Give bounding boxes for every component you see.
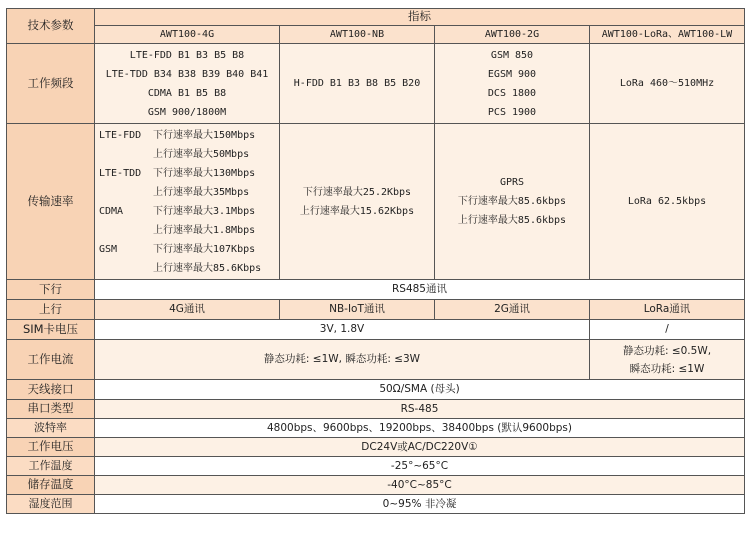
down-value: RS485通讯 xyxy=(95,280,745,300)
row-temp xyxy=(7,457,745,476)
rate-4g-key xyxy=(99,221,151,240)
row-up xyxy=(7,300,745,320)
storage-value: -40°C~85°C xyxy=(95,476,745,495)
label-sim: SIM卡电压 xyxy=(7,320,95,340)
label-up: 上行 xyxy=(7,300,95,320)
row-storage xyxy=(7,476,745,495)
model-row xyxy=(7,26,745,44)
rate-4g-value: 下行速率最大3.1Mbps xyxy=(153,205,256,217)
rate-4g-value: 上行速率最大35Mbps xyxy=(153,186,250,198)
spec-table xyxy=(6,8,745,514)
label-storage: 储存温度 xyxy=(7,476,95,495)
row-voltage xyxy=(7,438,745,457)
band-2g-line: DCS 1800 xyxy=(487,87,537,99)
model-lora: AWT100-LoRa、AWT100-LW xyxy=(590,26,745,44)
header-param: 技术参数 xyxy=(7,9,95,44)
rate-lora: LoRa 62.5kbps xyxy=(590,124,745,280)
band-2g xyxy=(435,44,590,124)
band-4g-line: LTE-FDD B1 B3 B5 B8 xyxy=(129,49,245,61)
rate-2g-line: 下行速率最大85.6kbps xyxy=(457,196,567,207)
baud-value: 4800bps、9600bps、19200bps、38400bps (默认9600bps) xyxy=(95,419,745,438)
header-row xyxy=(7,9,745,26)
row-down xyxy=(7,280,745,300)
header-index: 指标 xyxy=(95,9,745,26)
sim-lora: / xyxy=(590,320,745,340)
rate-4g-key: GSM xyxy=(99,243,118,255)
temp-value: -25°~65°C xyxy=(95,457,745,476)
rate-4g-key xyxy=(99,259,151,278)
voltage-value: DC24V或AC/DC220V① xyxy=(95,438,745,457)
label-current: 工作电流 xyxy=(7,340,95,380)
label-antenna: 天线接口 xyxy=(7,380,95,400)
rate-4g-key xyxy=(99,145,151,164)
rate-2g-line: GPRS xyxy=(499,177,525,188)
rate-4g-value: 上行速率最大50Mbps xyxy=(153,148,250,160)
rate-nb-line: 下行速率最大25.2Kbps xyxy=(302,186,412,198)
rate-4g-value: 上行速率最大1.8Mbps xyxy=(153,224,256,236)
current-lora-line: 瞬态功耗: ≤1W xyxy=(629,362,705,375)
rate-2g xyxy=(435,124,590,280)
antenna-value: 50Ω/SMA (母头) xyxy=(95,380,745,400)
rate-nb-line: 上行速率最大15.62Kbps xyxy=(299,205,415,217)
label-humidity: 湿度范围 xyxy=(7,495,95,514)
label-down: 下行 xyxy=(7,280,95,300)
label-band: 工作频段 xyxy=(7,44,95,124)
rate-2g-line: 上行速率最大85.6kbps xyxy=(457,215,567,226)
rate-4g-value: 下行速率最大150Mbps xyxy=(153,129,256,141)
band-4g-line: LTE-TDD B34 B38 B39 B40 B41 xyxy=(105,68,269,80)
band-4g-line: CDMA B1 B5 B8 xyxy=(147,87,227,99)
up-lora: LoRa通讯 xyxy=(590,300,745,320)
rate-4g-key: LTE-TDD xyxy=(99,167,142,179)
spec-table-wrapper xyxy=(6,8,745,514)
serial-value: RS-485 xyxy=(95,400,745,419)
rate-4g-value: 下行速率最大130Mbps xyxy=(153,167,256,179)
row-band xyxy=(7,44,745,124)
band-4g xyxy=(95,44,280,124)
label-baud: 波特率 xyxy=(7,419,95,438)
label-serial: 串口类型 xyxy=(7,400,95,419)
model-nb: AWT100-NB xyxy=(280,26,435,44)
up-2g: 2G通讯 xyxy=(435,300,590,320)
rate-4g xyxy=(95,124,280,280)
rate-4g-key xyxy=(99,183,151,202)
band-lora: LoRa 460～510MHz xyxy=(590,44,745,124)
band-2g-line: EGSM 900 xyxy=(487,68,537,80)
label-rate: 传输速率 xyxy=(7,124,95,280)
row-humidity xyxy=(7,495,745,514)
band-4g-line: GSM 900/1800M xyxy=(147,106,227,118)
band-nb: H-FDD B1 B3 B8 B5 B20 xyxy=(280,44,435,124)
band-2g-line: GSM 850 xyxy=(490,49,534,61)
rate-nb xyxy=(280,124,435,280)
rate-4g-value: 上行速率最大85.6Kbps xyxy=(153,262,262,274)
current-value: 静态功耗: ≤1W, 瞬态功耗: ≤3W xyxy=(95,340,590,380)
rate-4g-key: LTE-FDD xyxy=(99,129,142,141)
rate-4g-value: 下行速率最大107Kbps xyxy=(153,243,256,255)
row-current xyxy=(7,340,745,380)
band-2g-line: PCS 1900 xyxy=(487,106,537,118)
sim-value: 3V, 1.8V xyxy=(95,320,590,340)
row-antenna xyxy=(7,380,745,400)
up-4g: 4G通讯 xyxy=(95,300,280,320)
model-4g: AWT100-4G xyxy=(95,26,280,44)
humidity-value: 0~95% 非冷凝 xyxy=(95,495,745,514)
row-baud xyxy=(7,419,745,438)
label-temp: 工作温度 xyxy=(7,457,95,476)
rate-4g-key: CDMA xyxy=(99,205,124,217)
current-lora xyxy=(590,340,745,380)
label-voltage: 工作电压 xyxy=(7,438,95,457)
rate-4g-grid xyxy=(95,126,279,278)
up-nb: NB-IoT通讯 xyxy=(280,300,435,320)
row-serial xyxy=(7,400,745,419)
row-rate xyxy=(7,124,745,280)
row-sim xyxy=(7,320,745,340)
model-2g: AWT100-2G xyxy=(435,26,590,44)
current-lora-line: 静态功耗: ≤0.5W, xyxy=(622,344,712,357)
